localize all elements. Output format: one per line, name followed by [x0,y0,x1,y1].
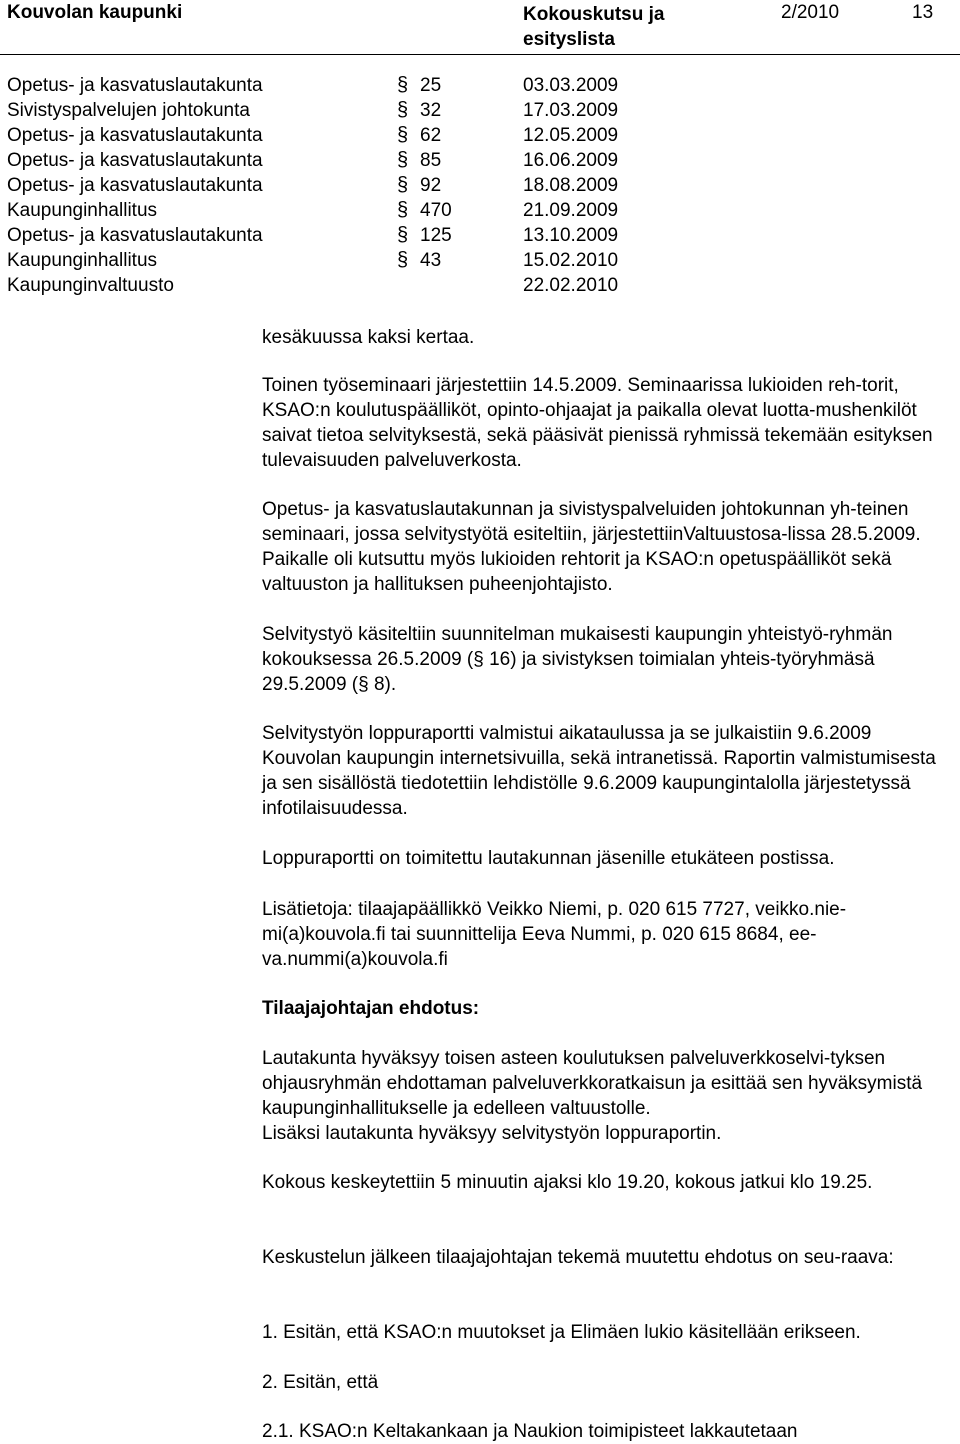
history-date: 16.06.2009 [523,150,619,171]
history-date: 18.08.2009 [523,175,619,196]
history-body: Opetus- ja kasvatuslautakunta [7,150,263,171]
history-date: 15.02.2010 [523,250,619,271]
organization-name: Kouvolan kaupunki [7,2,183,23]
history-row [7,73,707,98]
paragraph-amended-proposal: Keskustelun jälkeen tilaajajohtajan tekemä muutettu ehdotus on seu-raava: [262,1247,894,1268]
section-sign: § [397,99,409,121]
paragraph-joint-seminar: Opetus- ja kasvatuslautakunnan ja sivistyspalveluiden johtokunnan yh-teinen seminaari, jossa selvitystyötä esiteltiin, järjestettiinValtuustosa-lissa 28.5.2009. Paikalle oli kutsuttu myös lukioiden rehtorit ja KSAO:n opetuspäälliköt sekä valtuuston ja hallituksen puheenjohtajisto. [262,499,921,595]
paragraph-final-report: Selvitystyön loppuraportti valmistui aikataulussa ja se julkaistiin 9.6.2009 Kouvolan kaupungin internetsivuilla, sekä intranetissä. Raportin valmistumisesta ja sen sisällöstä tiedotettiin lehdistölle 9.6.2009 kaupungintalolla järjestetyssä infotilaisuudessa. [262,723,936,819]
section-sign: § [397,74,409,96]
history-row [7,148,707,173]
proposal-item-1: 1. Esitän, että KSAO:n muutokset ja Elimäen lukio käsitellään erikseen. [262,1322,861,1343]
history-number: 92 [420,175,442,196]
history-row [7,273,707,298]
history-date: 03.03.2009 [523,75,619,96]
section-sign: § [397,249,409,271]
history-date: 12.05.2009 [523,125,619,146]
paragraph-cooperation-group: Selvitystyö käsiteltiin suunnitelman mukaisesti kaupungin yhteistyö-ryhmän kokouksessa 26.5.2009 (§ 16) ja sivistyksen toimialan yhteis-työryhmäsä 29.5.2009 (§ 8). [262,624,893,695]
history-number: 25 [420,75,442,96]
history-number: 62 [420,125,442,146]
proposal-item-2-1: 2.1. KSAO:n Keltakankaan ja Naukion toimipisteet lakkautetaan [262,1421,798,1442]
document-header [0,0,960,55]
history-body: Opetus- ja kasvatuslautakunta [7,75,263,96]
history-date: 17.03.2009 [523,100,619,121]
paragraph-second-seminar: Toinen työseminaari järjestettiin 14.5.2009. Seminaarissa lukioiden reh-torit, KSAO:n koulutuspäälliköt, opinto-ohjaajat ja paikalla olevat luotta-mushenkilöt saivat tietoa selvityksestä, sekä pääsivät pienissä ryhmissä tekemään esityksen tulevaisuuden palveluverkosta. [262,375,933,471]
history-row [7,248,707,273]
history-body: Kaupunginhallitus [7,250,158,271]
proposal-heading: Tilaajajohtajan ehdotus: [262,998,480,1019]
section-sign: § [397,124,409,146]
history-body: Kaupunginhallitus [7,200,158,221]
history-number: 85 [420,150,442,171]
history-number: 470 [420,200,452,221]
issue-number: 2/2010 [781,2,840,23]
history-row [7,223,707,248]
section-sign: § [397,199,409,221]
page-number: 13 [912,2,934,23]
history-number: 32 [420,100,442,121]
history-row [7,123,707,148]
paragraph-proposal-addition: Lisäksi lautakunta hyväksyy selvitystyön loppuraportin. [262,1123,722,1144]
paragraph-report-delivered: Loppuraportti on toimitettu lautakunnan jäsenille etukäteen postissa. [262,848,835,869]
history-body: Opetus- ja kasvatuslautakunta [7,175,263,196]
section-sign: § [397,174,409,196]
paragraph-continuation: kesäkuussa kaksi kertaa. [262,327,475,348]
history-body: Opetus- ja kasvatuslautakunta [7,125,263,146]
history-row [7,98,707,123]
paragraph-contact-info: Lisätietoja: tilaajapäällikkö Veikko Niemi, p. 020 615 7727, veikko.nie-mi(a)kouvola.fi tai suunnittelija Eeva Nummi, p. 020 615 8684, ee-va.nummi(a)kouvola.fi [262,899,847,970]
history-number: 125 [420,225,452,246]
history-body: Sivistyspalvelujen johtokunta [7,100,250,121]
history-date: 21.09.2009 [523,200,619,221]
history-date: 13.10.2009 [523,225,619,246]
history-row [7,173,707,198]
paragraph-meeting-break: Kokous keskeytettiin 5 minuutin ajaksi klo 19.20, kokous jatkui klo 19.25. [262,1172,873,1193]
history-body: Opetus- ja kasvatuslautakunta [7,225,263,246]
document-type: Kokouskutsu ja esityslista [523,4,665,50]
history-body: Kaupunginvaltuusto [7,275,174,296]
history-number: 43 [420,250,442,271]
proposal-item-2: 2. Esitän, että [262,1372,379,1393]
history-date: 22.02.2010 [523,275,619,296]
processing-history [7,73,707,298]
section-sign: § [397,149,409,171]
history-row [7,198,707,223]
paragraph-proposal: Lautakunta hyväksyy toisen asteen koulutuksen palveluverkkoselvi-tyksen ohjausryhmän ehdottaman palveluverkkoratkaisun ja esittää sen hyväksymistä kaupunginhallitukselle ja edelleen valtuustolle. [262,1048,923,1119]
section-sign: § [397,224,409,246]
